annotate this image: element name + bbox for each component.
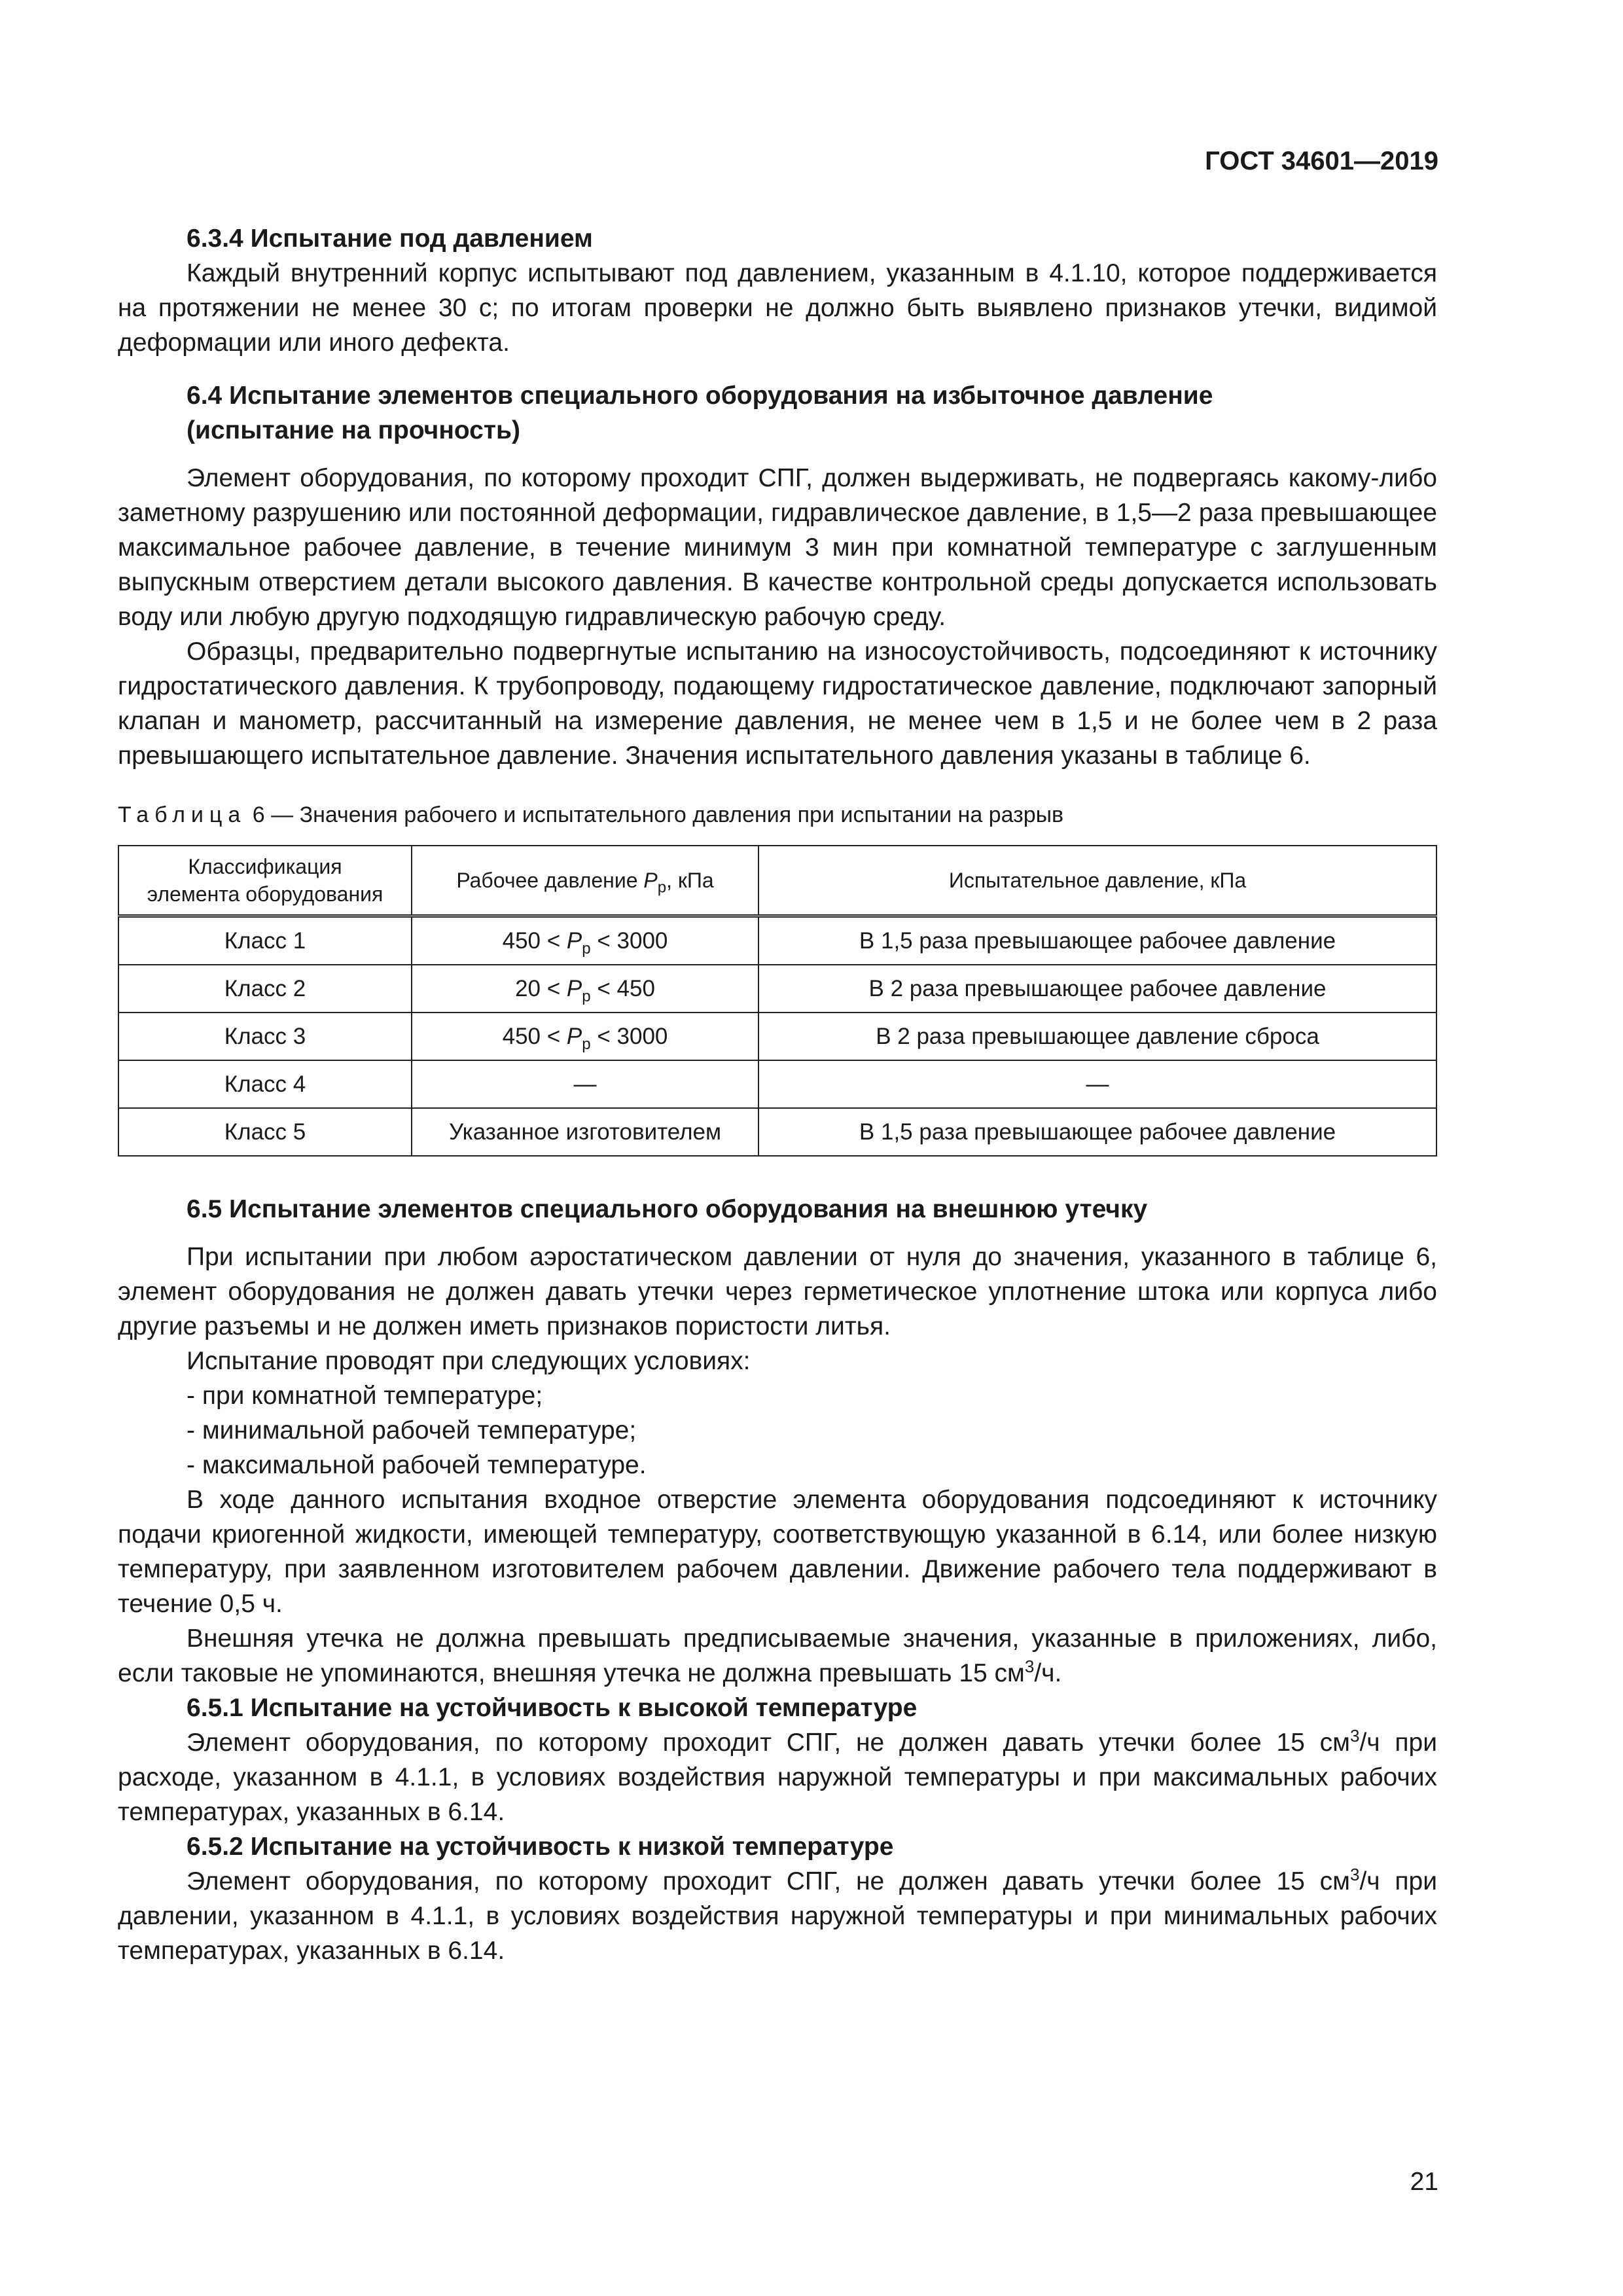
cell-test-pressure: В 2 раза превышающее рабочее давление — [758, 965, 1436, 1013]
cell-working-pressure: $450 < P_р < 3000$ — [412, 1013, 758, 1060]
test-conditions-list — [118, 1378, 1437, 1482]
table-caption-word: Таблица — [118, 802, 247, 827]
header-working-pressure: Рабочее давление $P_р$, кПа — [412, 846, 758, 916]
header-test-pressure: Испытательное давление, кПа — [758, 846, 1436, 916]
cell-working-pressure: $20 < P_р < 450$ — [412, 965, 758, 1013]
document-code: ГОСТ 34601—2019 — [1205, 147, 1438, 175]
list-item: - максимальной рабочей температуре. — [187, 1451, 647, 1479]
section-6-4-title-line1: 6.4 Испытание элементов специального оборудования на избыточное давление — [187, 382, 1213, 410]
table-row — [118, 1013, 1436, 1060]
section-6-3-4-text: Каждый внутренний корпус испытывают под давлением, указанным в 4.1.10, которое поддерживается на протяжении не менее 30 с; по итогам проверки не должно быть выявлено признаков утечки, видимой деформации или иного дефекта. — [118, 259, 1437, 357]
table-6 — [118, 845, 1437, 1157]
table-row — [118, 965, 1436, 1013]
cell-test-pressure: — — [758, 1060, 1436, 1108]
section-6-4-para2: Образцы, предварительно подвергнутые испытанию на износоустойчивость, подсоединяют к источнику гидростатического давления. К трубопроводу, подающему гидростатическое давление, подключают запорный клапан и манометр, рассчитанный на измерение давления, не менее чем в 1,5 и не более чем в 2 раза превышающего испытательное давление. Значения испытательного давления указаны в таблице 6. — [118, 637, 1437, 770]
section-6-5-para3: В ходе данного испытания входное отверстие элемента оборудования подсоединяют к источнику подачи криогенной жидкости, имеющей температуру, соответствующую указанной в 6.14, или более низкую температуру, при заявленном изготовителем рабочем давлении. Движение рабочего тела поддерживают в течение 0,5 ч. — [118, 1486, 1437, 1618]
table-caption-text: 6 — Значения рабочего и испытательного давления при испытании на разрыв — [252, 802, 1064, 827]
section-6-5-2-title: 6.5.2 Испытание на устойчивость к низкой температуре — [187, 1833, 894, 1861]
section-6-5-title: 6.5 Испытание элементов специального оборудования на внешнюю утечку — [187, 1195, 1148, 1223]
list-item: - минимальной рабочей температуре; — [187, 1416, 637, 1444]
section-6-5-1-title: 6.5.1 Испытание на устойчивость к высокой температуре — [187, 1694, 918, 1722]
section-6-5-para1: При испытании при любом аэростатическом давлении от нуля до значения, указанного в таблице 6, элемент оборудования не должен давать утечки через герметическое уплотнение штока или корпуса либо другие разъемы и не должен иметь признаков пористости литья. — [118, 1243, 1437, 1340]
cell-class: Класс 1 — [118, 916, 412, 965]
cell-working-pressure: — — [412, 1060, 758, 1108]
header-classification: Классификация элемента оборудования — [118, 846, 412, 916]
cell-class: Класс 3 — [118, 1013, 412, 1060]
table-header-row — [118, 846, 1436, 916]
section-6-5-para4: Внешняя утечка не должна превышать предписываемые значения, указанные в приложениях, либо, если таковые не упоминаются, внешняя утечка не должна превышать 15 $см^3/ч$. — [118, 1624, 1437, 1687]
cell-test-pressure: В 1,5 раза превышающее рабочее давление — [758, 916, 1436, 965]
cell-class: Класс 2 — [118, 965, 412, 1013]
section-6-3-4-title: 6.3.4 Испытание под давлением — [187, 224, 593, 253]
cell-working-pressure: $450 < P_р < 3000$ — [412, 916, 758, 965]
section-6-4-para1: Элемент оборудования, по которому проходит СПГ, должен выдерживать, не подвергаясь какому-либо заметному разрушению или постоянной деформации, гидравлическое давление, в 1,5—2 раза превышающее максимальное рабочее давление, в течение минимум 3 мин при комнатной температуре с заглушенным выпускным отверстием детали высокого давления. В качестве контрольной среды допускается использовать воду или любую другую подходящую гидравлическую рабочую среду. — [118, 464, 1437, 631]
cell-test-pressure: В 2 раза превышающее давление сброса — [758, 1013, 1436, 1060]
cell-test-pressure: В 1,5 раза превышающее рабочее давление — [758, 1108, 1436, 1156]
section-6-4-title-line2: (испытание на прочность) — [187, 416, 520, 444]
section-6-5-para2: Испытание проводят при следующих условиях: — [187, 1347, 751, 1375]
cell-working-pressure: Указанное изготовителем — [412, 1108, 758, 1156]
section-6-5-1-text: Элемент оборудования, по которому проходит СПГ, не должен давать утечки более 15 $см^3/ч$ при расходе, указанном в 4.1.1, в условиях воздействия наружной температуры и при максимальных рабочих температурах, указанных в 6.14. — [118, 1726, 1437, 1826]
table-row — [118, 1108, 1436, 1156]
page-content — [118, 221, 1437, 1968]
cell-class: Класс 5 — [118, 1108, 412, 1156]
table-6-caption — [118, 800, 1437, 829]
table-row — [118, 1060, 1436, 1108]
list-item: - при комнатной температуре; — [187, 1382, 543, 1410]
page-number: 21 — [1410, 2168, 1438, 2196]
section-6-5-2-text: Элемент оборудования, по которому проходит СПГ, не должен давать утечки более 15 $см^3/ч$ при давлении, указанном в 4.1.1, в условиях воздействия наружной температуры и при минимальных рабочих температурах, указанных в 6.14. — [118, 1865, 1437, 1965]
cell-class: Класс 4 — [118, 1060, 412, 1108]
table-row — [118, 916, 1436, 965]
